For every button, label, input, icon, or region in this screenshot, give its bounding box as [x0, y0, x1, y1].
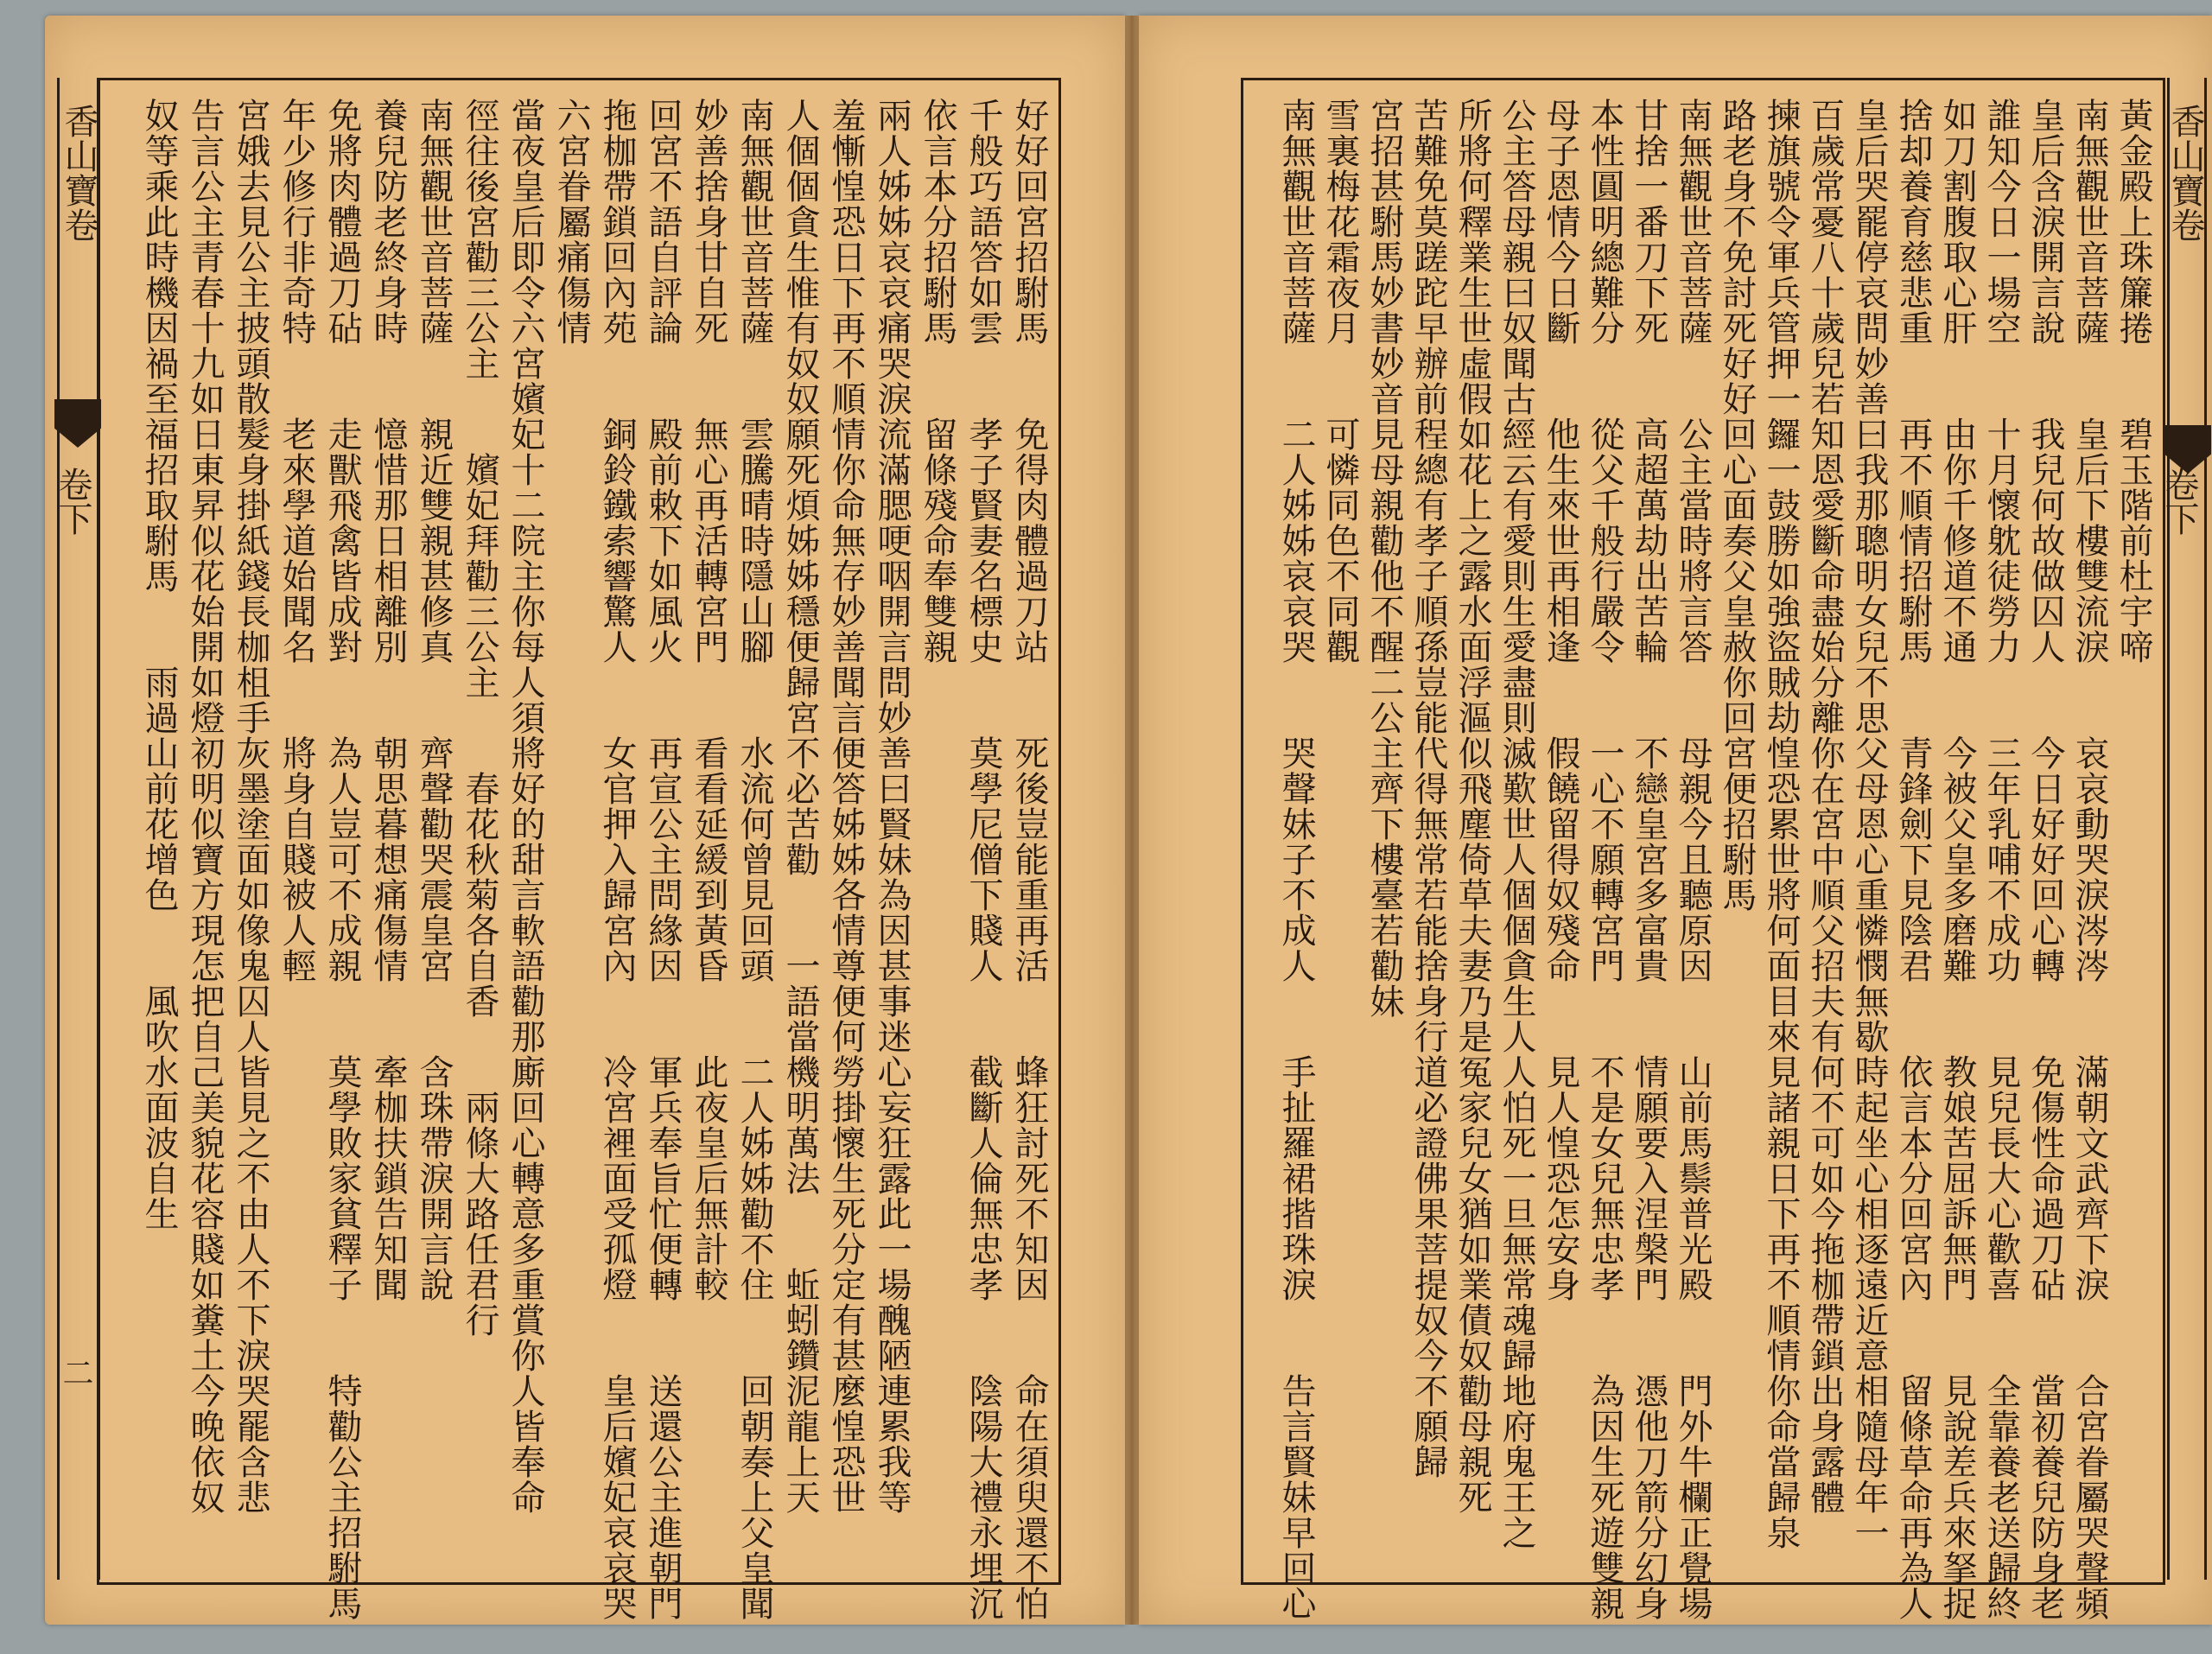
book-title: 香山寶卷: [2165, 104, 2205, 242]
text-column: 拖枷帶鎖回內苑 銅鈴鐵索響驚人 女官押入歸宮內 冷宮裡面受孤燈 皇后嬪妃哀哀哭: [597, 98, 637, 1621]
text-column: 南無觀世音菩薩 親近雙親甚修真 齊聲勸哭震皇宮 含珠帶淚開言說: [414, 98, 454, 1302]
text-column: 告言公主青春十九如日東昇似花始開如燈初明似寶方現怎把自己美貌花容賤如糞土今晚依奴: [185, 98, 225, 1515]
text-column: 南無觀世音菩薩 皇后下樓雙流淚 哀哀動哭淚涔涔 滿朝文武齊下淚 合宮眷屬哭聲頻: [2069, 98, 2109, 1621]
fishtail-mark: [54, 399, 101, 448]
volume-label: 卷下: [53, 467, 92, 536]
text-column: 千般巧語答如雲 孝子賢妻名標史 莫學尼僧下賤人 截斷人倫無忠孝 陰陽大禮永埋沉: [963, 98, 1003, 1621]
text-column: 南無觀世音菩薩 二人姊姊哀哀哭 哭聲妹子不成人 手扯羅裙揩珠淚 告言賢妹早回心: [1276, 98, 1316, 1621]
book-title: 香山寶卷: [59, 104, 99, 242]
page-number: 二: [58, 1357, 93, 1388]
text-column: 母子恩情今日斷 他生來世再相逢 假饒留得奴殘命 見人惶恐怎安身: [1541, 98, 1580, 1302]
text-column: 皇后哭罷停哀問妙善曰我那聰明女兒不思父母恩心重憐憫無歇時起坐心相逐遠近意相隨母年一: [1849, 98, 1889, 1550]
text-column: 雪裏梅花霜夜月 可憐同色不同觀: [1320, 98, 1360, 665]
text-column: 皇后含淚開言說 我兒何故做囚人 今日好好回心轉 免傷性命過刀砧 當初養兒防身老: [2025, 98, 2065, 1621]
text-column: 誰知今日一場空 十月懷躭徒勞力 三年乳哺不成功 見兒長大心歡喜 全靠養老送歸終: [1981, 98, 2021, 1621]
text-column: 當夜皇后即令六宮嬪妃十二院主你每人須將好的甜言軟語勸那廝回心轉意多重賞你人皆奉命: [505, 98, 545, 1515]
text-column: 甘捨一番刀下死 高超萬劫出苦輪 不戀皇宮多富貴 情願要入涅槃門 憑他刀箭分幻身: [1629, 98, 1669, 1621]
text-column: 路老身不免討死好好回心面奏父皇赦你回宮便招駙馬: [1717, 98, 1757, 913]
right-page: [1139, 16, 2212, 1625]
text-column: 百歲常憂八十歲兒若知恩愛斷命盡始分離你在宮中順父招夫有何不可如今拖枷帶鎖出身露體: [1805, 98, 1845, 1515]
text-column: 所將何釋業生世虛假如花上之露水面浮漚似飛塵倚草夫妻乃是冤家兒女猶如業債奴勸母親死: [1452, 98, 1492, 1515]
text-column: 養兒防老終身時 憶惜那日相離別 朝思暮想痛傷情 牽枷扶鎖告知聞: [368, 98, 408, 1302]
text-column: 捨却養育慈悲重 再不順情招駙馬 青鋒劍下見陰君 依言本分回宮內 留條草命再為人: [1893, 98, 1933, 1621]
text-column: 回宮不語自評論 殿前敕下如風火 再宣公主問緣因 軍兵奉旨忙便轉 送還公主進朝門: [643, 98, 683, 1621]
text-column: 年少修行非奇特 老來學道始聞名 將身自賤被人輕: [276, 98, 316, 983]
text-column: 苦難免莫蹉跎早辦前程總有孝子順孫豈能代得無常若能捨身行道必證佛果菩提奴今不願歸: [1408, 98, 1448, 1479]
left-page: [45, 16, 1125, 1625]
text-column: 徑往後宮勸三公主 嬪妃拜勸三公主 春花秋菊各自香 兩條大路任君行: [460, 98, 499, 1338]
text-column: 免將肉體過刀砧 走獸飛禽皆成對 為人豈可不成親 莫學敗家貧釋子 特勸公主招駙馬: [322, 98, 362, 1621]
text-column: 宮娥去見公主披頭散髮身掛紙錢長枷柤手灰墨塗面如像鬼囚人皆見之不由人不下淚哭罷含悲: [231, 98, 270, 1515]
text-column: 依言本分招駙馬 留條殘命奉雙親: [918, 98, 957, 665]
text-column: 兩人姊姊哀哀痛哭淚流滿腮哽咽開言問妙善曰賢妹為因甚事迷心妄狂露此一場醜陋連累我等: [872, 98, 912, 1515]
text-column: 南無觀世音菩薩 公主當時將言答 母親今且聽原因 山前馬鬃普光殿 門外牛欄正覺場: [1673, 98, 1713, 1621]
text-column: 好好回宮招駙馬 免得肉體過刀站 死後豈能重再活 蜂狂討死不知因 命在須臾還不怕: [1009, 98, 1049, 1621]
text-column: 妙善捨身甘自死 無心再活轉宮門 看看延緩到黃昏 此夜皇后無計較: [689, 98, 728, 1302]
text-column: 宮招甚駙馬妙書妙音見母親勸他不醒二公主齊下樓臺若勸妹: [1364, 98, 1404, 1019]
right-margin-banner: [2159, 78, 2207, 1580]
text-column: 如刀割腹取心肝 由你千修道不通 今被父皇多磨難 教娘苦屈訴無門 見說差兵來拏捉: [1937, 98, 1977, 1621]
text-column: 南無觀世音菩薩 雲騰晴時隱山腳 水流何曾見回頭 二人姊姊勸不住 回朝奏上父皇聞: [734, 98, 774, 1621]
text-column: 人個個貪生惟有奴奴願死煩姊姊穩便歸宮不必苦勸 一語當機明萬法 蚯蚓鑽泥龍上天: [780, 98, 820, 1515]
left-margin-banner: [53, 78, 100, 1580]
volume-label: 卷下: [2159, 467, 2199, 536]
text-column: 羞慚惶恐日下再不順情你命無存妙善聞言便答姊姊各情尊便何勞掛懷生死分定有甚麼惶恐世: [826, 98, 866, 1515]
text-column: 本性圓明總難分 從父千般行嚴令 一心不願轉宮門 不是女兒無忠孝 為因生死遊雙親: [1585, 98, 1624, 1621]
text-column: 六宮眷屬痛傷情: [551, 98, 591, 346]
text-column: 揀旗號令軍兵管押一鑼一鼓勝如強盜賊劫惶恐累世將何面目來見諸親日下再不順情你命當歸泉: [1761, 98, 1801, 1550]
text-column: 奴等乘此時機因禍至福招取駙馬 雨過山前花增色 風吹水面波自生: [139, 98, 179, 1231]
text-column: 黃金殿上珠簾捲 碧玉階前杜宇啼: [2113, 98, 2153, 665]
text-column: 公主答母親曰奴聞古經云有愛則生愛盡則滅歎世人個個貪生人人怕死一旦無常魂歸地府鬼王之: [1497, 98, 1536, 1550]
